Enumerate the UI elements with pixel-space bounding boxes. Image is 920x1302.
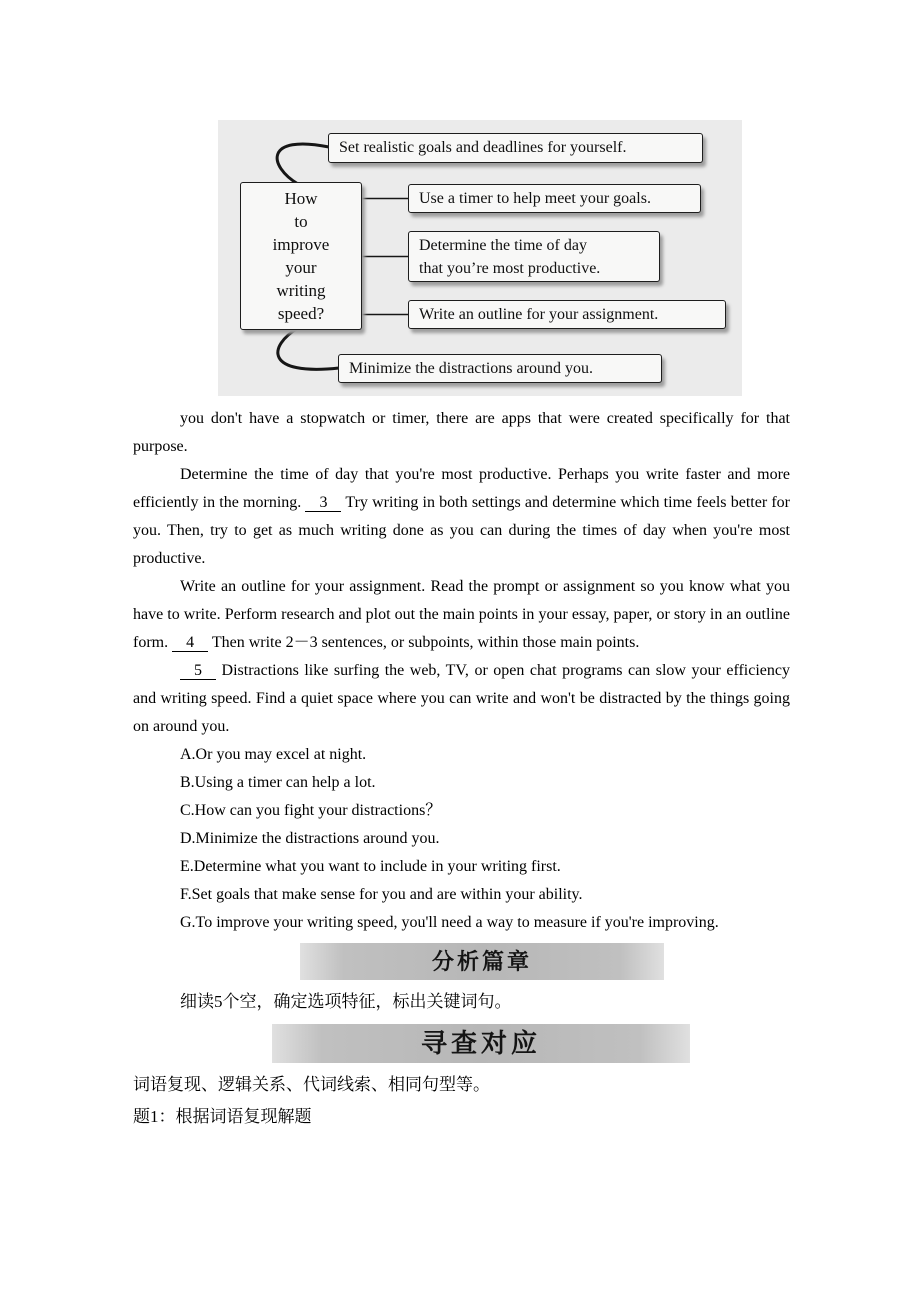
diagram-center-topic	[240, 182, 362, 330]
option-item: A.Or you may excel at night.	[180, 746, 367, 763]
analyze-note: 细读5个空，确定选项特征，标出关键词句。	[180, 992, 512, 1011]
section-banner-match: 寻查对应	[272, 1024, 690, 1063]
passage-paragraphs	[0, 405, 920, 741]
blank-5: 5	[180, 662, 216, 680]
option-item: B.Using a timer can help a lot.	[180, 774, 376, 791]
match-note: 词语复现、逻辑关系、代词线索、相同句型等。	[133, 1075, 490, 1094]
writing-speed-diagram	[218, 120, 742, 396]
section-banner-analyze: 分析篇章	[300, 943, 664, 980]
option-item: F.Set goals that make sense for you and are within your ability.	[180, 886, 583, 903]
diagram-branch-set-goals: Set realistic goals and deadlines for yourself.	[328, 133, 703, 163]
center-topic-line: How	[284, 189, 318, 208]
passage-paragraph: 5 Distractions like surfing the web, TV, or open chat programs can slow your efficiency and writing speed. Find a quiet space where you can write and won't be distracted by the things going on around you.	[133, 662, 790, 735]
center-topic-line: to	[294, 212, 308, 231]
center-topic-line: improve	[272, 235, 330, 254]
blank-3: 3	[305, 494, 341, 512]
branch-text-line: Determine the time of day	[419, 236, 587, 254]
document-body	[0, 405, 920, 1131]
option-item: E.Determine what you want to include in your writing first.	[180, 858, 561, 875]
option-item: C.How can you fight your distractions？	[180, 802, 442, 819]
center-topic-line: your	[285, 258, 317, 277]
diagram-branch-write-outline: Write an outline for your assignment.	[408, 300, 726, 329]
diagram-branch-minimize-distractions: Minimize the distractions around you.	[338, 354, 662, 383]
center-topic-line: speed?	[277, 304, 325, 323]
branch-text-line: that you’re most productive.	[419, 259, 601, 277]
passage-paragraph: Determine the time of day that you're most productive. Perhaps you write faster and more efficiently in the morning. 3 Try writing in both settings and determine which time feels better for you. Then, try to get as much writing done as you can during the times of day when you're most productive.	[133, 466, 790, 567]
option-item: G.To improve your writing speed, you'll need a way to measure if you're improving.	[180, 914, 719, 931]
option-item: D.Minimize the distractions around you.	[180, 830, 440, 847]
options-list	[0, 741, 920, 937]
diagram-branch-use-timer: Use a timer to help meet your goals.	[408, 184, 701, 213]
passage-paragraph: Write an outline for your assignment. Read the prompt or assignment so you know what you have to write. Perform research and plot out the main points in your essay, paper, or story in an outline form. 4 Then write 2－3 sentences, or subpoints, within those main points.	[133, 578, 790, 651]
blank-4: 4	[172, 634, 208, 652]
diagram-branch-determine-time	[408, 231, 660, 282]
center-topic-line: writing	[276, 281, 326, 300]
question1-label: 题1：根据词语复现解题	[133, 1107, 312, 1126]
passage-paragraph: you don't have a stopwatch or timer, there are apps that were created specifically for that purpose.	[133, 410, 790, 455]
